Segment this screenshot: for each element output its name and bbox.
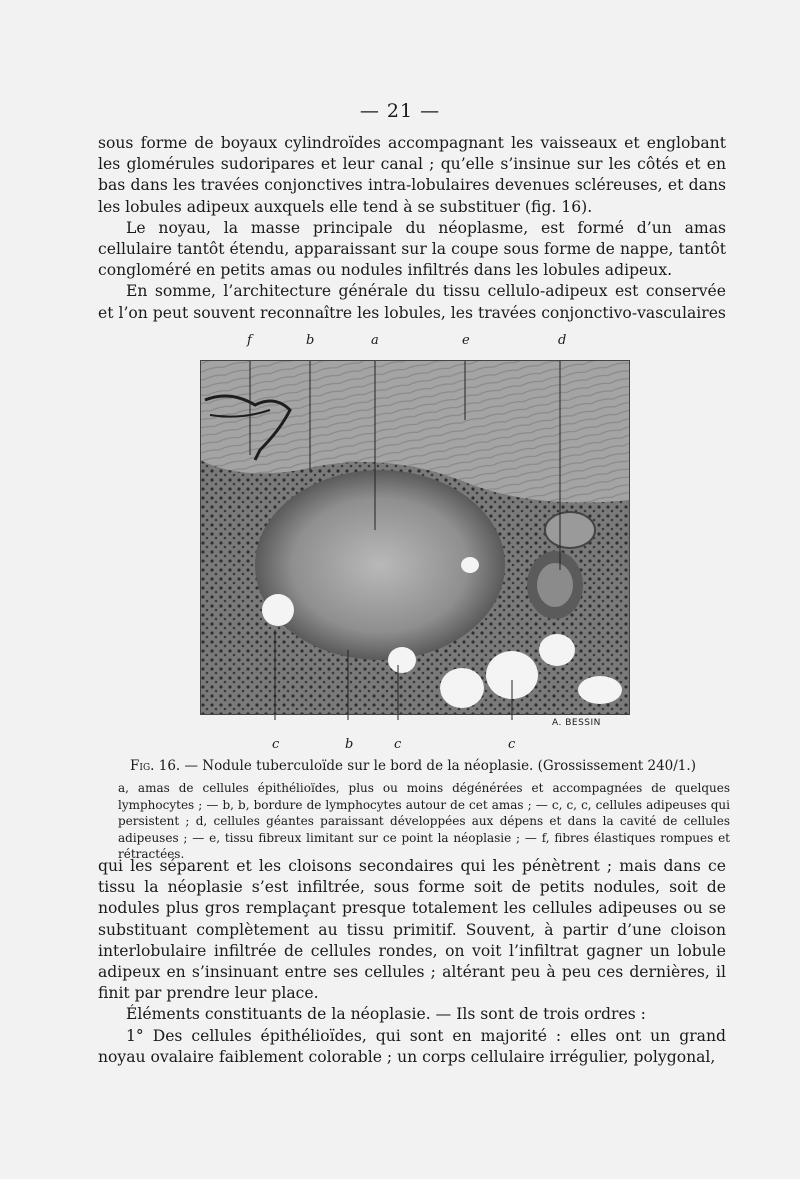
paragraph: qui les séparent et les cloisons secondaires qui les pénètrent ; mais dans ce tissu la néoplasie s’est infiltrée, sous forme soit de petits nodules, soit de nodules plus gros remplaçant presque totalement les cellules adipeuses ou se substituant complètement au tissu primitif. Souvent, à partir d’une cloison interlobulaire infiltrée de cellules rondes, on voit l’infiltrat gagner un lobule adipeux en s’insinuant entre ses cellules ; altérant peu à peu ces dernières, il finit par prendre leur place. [98,857,726,1003]
body-text-top [98,133,726,324]
figure-label-b: b [306,333,315,348]
figure-label-e: e [462,333,470,348]
figure-label-c: c [394,737,402,752]
figure-number: Fig. 16. [130,758,181,774]
paragraph: En somme, l’architecture générale du tissu cellulo-adipeux est conservée et l’on peut souvent reconnaître les lobules, les travées conjonctivo-vasculaires [98,282,726,322]
figure-title: — Nodule tuberculoïde sur le bord de la néoplasie. (Grossissement 240/1.) [180,758,696,774]
page-number: — 21 — [359,100,441,122]
figure-label-d: d [558,333,567,348]
histology-illustration [200,360,630,720]
figure-label-f: f [247,333,252,348]
paragraph: sous forme de boyaux cylindroïdes accompagnant les vaisseaux et englobant les glomérules sudoripares et leur canal ; qu’elle s’insinue sur les côtés et en bas dans les travées conjonctives intra-lobulaires devenues scléreuses, et dans les lobules adipeux auxquels elle tend à se substituer (fig. 16). [98,134,726,216]
paragraph: Éléments constituants de la néoplasie. — Ils sont de trois ordres : [126,1005,646,1024]
figure-label-c: c [508,737,516,752]
figure-label-a: a [371,333,379,348]
figure-legend: a, amas de cellules épithélioïdes, plus ou moins dégénérées et accompagnées de quelques lymphocytes ; — b, b, bordure de lymphocytes autour de cet amas ; — c, c, c, cellules adipeuses qui persistent ; d, cellules géantes paraissant développées aux dépens et dans la cavité de cellules adipeuses ; — e, tissu fibreux limitant sur ce point la néoplasie ; — f, fibres élastiques rompues et rétractées. [118,781,730,861]
paragraph: 1° Des cellules épithélioïdes, qui sont en majorité : elles ont un grand noyau ovalaire faiblement colorable ; un corps cellulaire irrégulier, polygonal, [98,1026,726,1066]
body-text-bottom [98,856,726,1068]
paragraph: Le noyau, la masse principale du néoplasme, est formé d’un amas cellulaire tantôt étendu, apparaissant sur la coupe sous forme de nappe, tantôt congloméré en petits amas ou nodules infiltrés dans les lobules adipeux. [98,218,726,280]
figure-caption [118,758,708,774]
figure-label-b: b [345,737,354,752]
figure-label-c: c [272,737,280,752]
illustrator-signature: A. BESSIN [552,718,601,728]
